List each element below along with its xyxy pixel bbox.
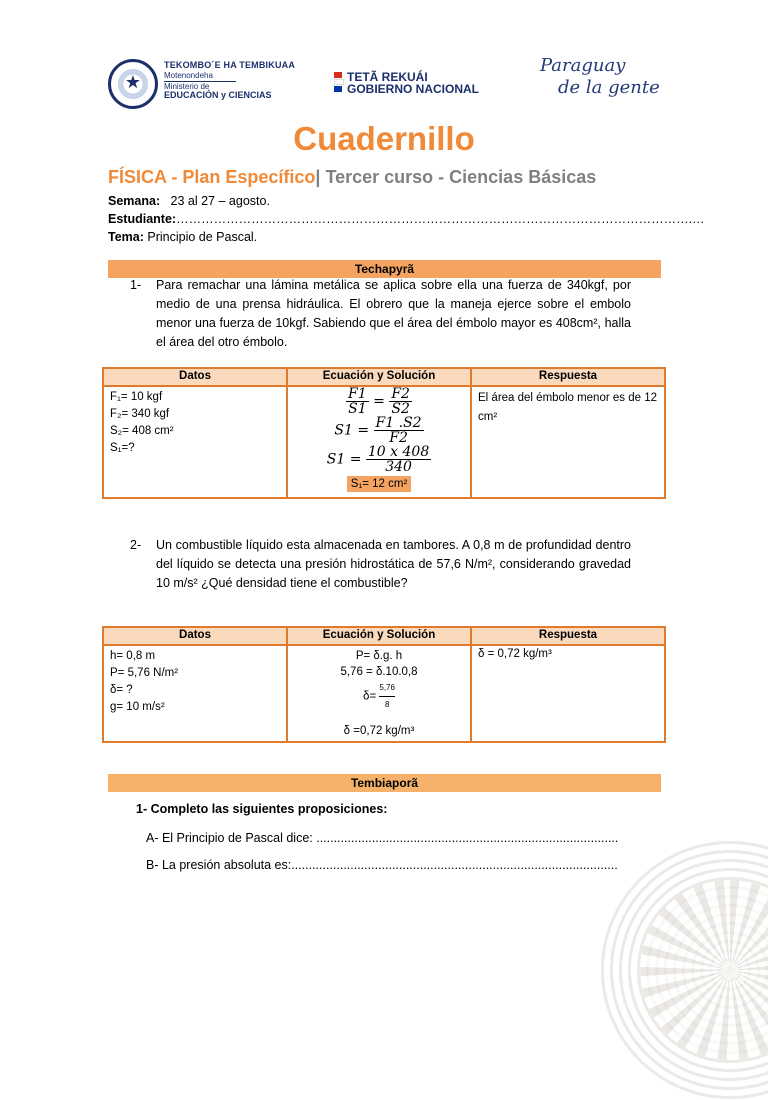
section-header-techapyra: Techapyrã [108,260,661,278]
topic-value: Principio de Pascal. [147,230,258,244]
equation-line: 5,76 = δ.10.0,8 [340,666,418,678]
equation-line: P= δ.g. h [355,650,403,662]
ministry-subtitle-guarani: Motenondeha [164,71,213,80]
table-1-header-datos: Datos [103,368,287,386]
student-line [108,212,705,226]
table-2-datos [103,645,287,742]
problem-1 [130,276,631,352]
week-label: Semana: [108,194,161,208]
table-1-header-respuesta: Respuesta [471,368,665,386]
topic-line [108,230,257,244]
brand-logo [540,55,660,99]
solution-table-1 [102,367,666,499]
table-2-header-ecuacion: Ecuación y Solución [287,627,471,645]
flag-stripes-icon [334,72,342,92]
equation-1: $\frac{F1}{S1}$ = $\frac{F2}{S2}$ [348,386,410,417]
problem-2-text: Un combustible líquido esta almacenada en tambores. A 0,8 m de profundidad dentro del líquido se detecta una presión hidrostática de 57,6 N/m², considerando gravedad 10 m/s² ¿Qué densidad tiene el combustible? [156,538,631,590]
datum: h= 0,8 m [110,650,156,662]
government-name: GOBIERNO NACIONAL [347,82,479,96]
equation-fraction: δ= $\frac{5,76}{8}$ [294,680,464,713]
brand-line-2: de la gente [558,77,660,98]
table-1-header-ecuacion: Ecuación y Solución [287,368,471,386]
datum: S₁=? [110,442,135,454]
highlighted-result: S₁= 12 cm² [347,476,412,492]
ministry-name: EDUCACIÓN y CIENCIAS [164,90,272,100]
week-value: 23 al 27 – agosto. [170,194,270,208]
table-2-header-datos: Datos [103,627,287,645]
student-field[interactable]: …………………………………………………………………………………………………………….… [176,212,705,226]
equation-result: δ =0,72 kg/m³ [343,725,415,737]
problem-2 [130,536,631,593]
datum: F₁= 10 kgf [110,391,163,403]
subject-label: FÍSICA - Plan Específico [108,167,316,187]
week-line [108,194,270,208]
datum: S₂= 408 cm² [110,425,174,437]
datum: F₂= 340 kgf [110,408,170,420]
page-title: Cuadernillo [293,120,475,157]
subtitle [108,167,596,188]
table-1-answer: El área del émbolo menor es de 12 cm² [471,386,665,498]
ministry-name-guarani: TEKOMBO´E HA TEMBIKUAA [164,60,296,70]
table-2-header-respuesta: Respuesta [471,627,665,645]
equation-3: S1 = $\frac{10 x 408}{340}$ [326,444,430,475]
proposition-b[interactable]: B- La presión absoluta es:.............................................................................................. [146,858,618,872]
government-name-guarani: TETÃ REKUÁI [347,70,428,84]
table-1-datos [103,386,287,498]
datum: δ= ? [110,684,133,696]
solution-table-2 [102,626,666,743]
problem-1-text: Para remachar una lámina metálica se aplica sobre ella una fuerza de 340kgf, por medio de una prensa hidráulica. El obrero que la maneja ejerce sobre el embolo menor una fuerza de 10kgf. Sabiendo que el área del émbolo mayor es 408cm², halla el área del otro émbolo. [156,278,631,349]
proposition-a[interactable]: A- El Principio de Pascal dice: ....................................................................................... [146,831,619,845]
ministry-subtitle: Ministerio de [164,82,210,91]
datum: g= 10 m/s² [110,701,165,713]
table-1-equations [287,386,471,498]
topic-label: Tema: [108,230,144,244]
brand-line-1: Paraguay [540,55,626,76]
problem-1-number: 1- [130,278,142,292]
star-icon: ★ [124,72,142,92]
student-label: Estudiante: [108,212,177,226]
activity-heading: 1- Completo las siguientes proposiciones: [136,802,388,816]
problem-2-number: 2- [130,538,142,552]
section-header-tembiapora: Tembiaporã [108,774,661,792]
subtitle-separator: | [315,167,321,187]
equation-2: S1 = $\frac{F1 .S2}{F2}$ [334,415,422,446]
course-label: Tercer curso - Ciencias Básicas [325,167,597,187]
table-2-answer: δ = 0,72 kg/m³ [471,645,665,742]
table-2-equations [287,645,471,742]
datum: P= 5,76 N/m² [110,667,179,679]
